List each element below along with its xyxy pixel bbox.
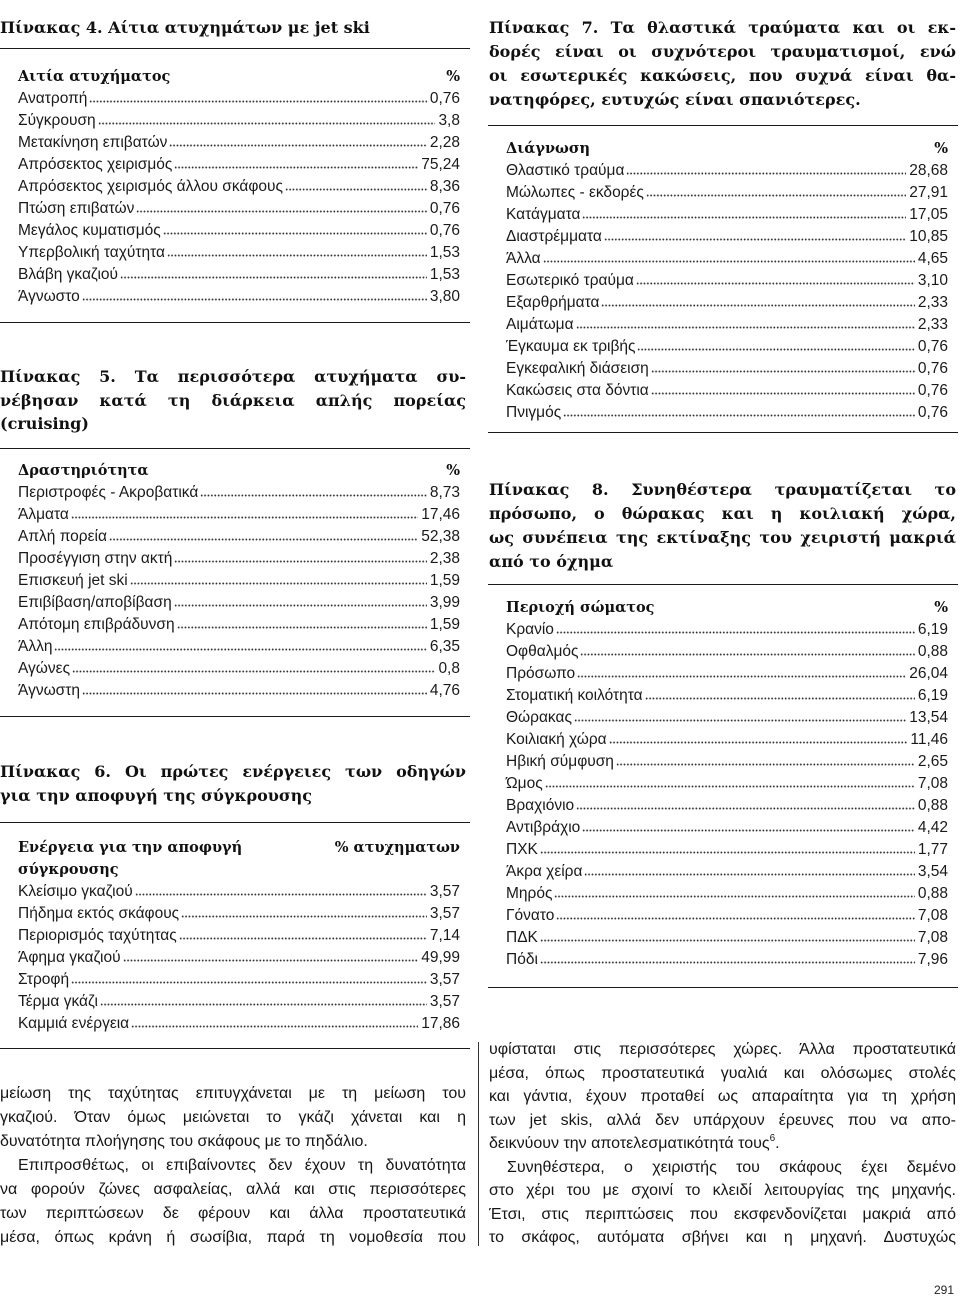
table-row <box>18 658 460 680</box>
dot-leader <box>645 697 915 700</box>
body-line: μέσα, όπως προστατευτικά γυαλιά και ολόσωμες στολές <box>489 1064 956 1082</box>
row-label: Άγνωστη <box>18 682 80 699</box>
dot-leader <box>604 238 906 241</box>
row-value: 26,04 <box>909 665 948 682</box>
row-value: 1,53 <box>429 244 460 261</box>
row-value: 3,99 <box>429 594 460 611</box>
table-7 <box>506 138 948 424</box>
row-label: Γόνατο <box>506 907 555 924</box>
table-row <box>506 248 948 270</box>
row-label: Άφημα γκαζιού <box>18 949 121 966</box>
header-value: % <box>446 68 460 85</box>
dot-leader <box>120 276 427 279</box>
dot-leader <box>626 172 906 175</box>
table-8-title <box>489 478 956 574</box>
row-label: Εσωτερικό τραύμα <box>506 272 634 289</box>
dot-leader <box>285 188 427 191</box>
row-label: Άγνωστο <box>18 288 80 305</box>
row-value: 10,85 <box>909 228 948 245</box>
row-value: 0,76 <box>429 200 460 217</box>
dot-leader <box>135 893 427 896</box>
table-row <box>506 817 948 839</box>
table-title-line: ως συνέπεια της εκτίναξης του χειριστή μακριά <box>489 528 956 547</box>
left-column <box>0 0 470 1300</box>
row-label: Βλάβη γκαζιού <box>18 266 119 283</box>
dot-leader <box>545 785 915 788</box>
body-line: των περιπτώσεων δε φέρουν και άλλα προστατευτικά <box>0 1205 466 1222</box>
table-row <box>506 729 948 751</box>
row-value: 0,76 <box>917 404 948 421</box>
table-title-line: από το όχημα <box>489 552 614 571</box>
body-line: υφίσταται στις περισσότερες χώρες. Άλλα προστατευτικά <box>489 1041 956 1058</box>
dot-leader <box>167 254 427 257</box>
table-row <box>506 380 948 402</box>
row-label: Στοματική κοιλότητα <box>506 687 643 704</box>
dot-leader <box>82 298 427 301</box>
row-label: Εξαρθρήματα <box>506 294 600 311</box>
table-row <box>18 592 460 614</box>
table-row <box>18 110 460 132</box>
row-value: 2,33 <box>917 294 948 311</box>
row-value: 0,88 <box>917 885 948 902</box>
table-title-line: Πίνακας 4. Αίτια ατυχημάτων με jet ski <box>0 18 370 37</box>
row-label: Κοιλιακή χώρα <box>506 731 607 748</box>
table-header-row <box>506 138 948 160</box>
body-line: μέσα, όπως κράνη ή σωσίβια, παρά τη νομοθεσία που <box>0 1229 466 1246</box>
row-value: 11,46 <box>910 731 948 748</box>
table-header-row <box>18 66 460 88</box>
row-value: 2,28 <box>429 134 460 151</box>
row-value: 28,68 <box>909 162 948 179</box>
table-rule <box>0 716 470 717</box>
table-row <box>18 154 460 176</box>
row-value: 7,96 <box>917 951 948 968</box>
body-line-tail: . <box>775 1135 780 1152</box>
dot-leader <box>174 560 426 563</box>
row-value: 17,05 <box>909 206 948 223</box>
table-rule <box>0 322 470 323</box>
header-value: % <box>446 462 460 479</box>
dot-leader <box>609 741 908 744</box>
table-header-row <box>506 597 948 619</box>
dot-leader <box>582 829 915 832</box>
table-row <box>506 751 948 773</box>
row-value: 1,53 <box>429 266 460 283</box>
table-row <box>18 88 460 110</box>
dot-leader <box>71 981 427 984</box>
row-label: Έγκαυμα εκ τριβής <box>506 338 636 355</box>
dot-leader <box>580 653 914 656</box>
dot-leader <box>582 216 906 219</box>
table-4-title <box>0 16 466 40</box>
dot-leader <box>71 516 418 519</box>
body-line: μείωση της ταχύτητας επιτυγχάνεται με τη μείωση του <box>0 1085 466 1102</box>
row-label: Διαστρέμματα <box>506 228 602 245</box>
row-label: Περιστροφές - Ακροβατικά <box>18 484 199 501</box>
table-row <box>18 132 460 154</box>
table-row <box>18 198 460 220</box>
table-row <box>506 336 948 358</box>
table-row <box>18 286 460 308</box>
table-row <box>18 482 460 504</box>
row-label: Ηβική σύμφυση <box>506 753 614 770</box>
table-row <box>506 226 948 248</box>
table-header-row <box>18 460 460 482</box>
dot-leader <box>616 763 915 766</box>
dot-leader <box>174 166 418 169</box>
dot-leader <box>636 282 915 285</box>
row-label: Θλαστικό τραύμα <box>506 162 625 179</box>
table-8 <box>506 597 948 971</box>
row-value: 6,35 <box>429 638 460 655</box>
row-label: Άλλη <box>18 638 53 655</box>
row-value: 6,19 <box>917 687 948 704</box>
column-divider <box>478 1042 479 1246</box>
table-row <box>18 614 460 636</box>
row-label: Απότομη επιβράδυνση <box>18 616 175 633</box>
row-value: 49,99 <box>421 949 460 966</box>
table-row <box>506 927 948 949</box>
row-value: 8,36 <box>429 178 460 195</box>
table-row <box>18 548 460 570</box>
dot-leader <box>651 392 915 395</box>
dot-leader <box>179 937 427 940</box>
body-line: το σκάφος, αυτόματα σβήνει και η μηχανή. Δυστυχώς <box>489 1229 956 1246</box>
table-row <box>506 861 948 883</box>
row-value: 75,24 <box>421 156 460 173</box>
dot-leader <box>54 648 426 651</box>
row-label: Μώλωπες - εκδορές <box>506 184 644 201</box>
row-value: 2,33 <box>917 316 948 333</box>
table-title-line: νέβησαν κατά τη διάρκεια απλής πορείας <box>0 390 466 410</box>
row-label: Πτώση επιβατών <box>18 200 135 217</box>
row-label: Πρόσωπο <box>506 665 576 682</box>
row-label: Θώρακας <box>506 709 572 726</box>
dot-leader <box>98 122 436 125</box>
row-label: Καμμιά ενέργεια <box>18 1015 130 1032</box>
table-row <box>18 242 460 264</box>
table-header-row <box>18 837 460 881</box>
row-label: Κλείσιμο γκαζιού <box>18 883 133 900</box>
header-value: % <box>934 599 948 616</box>
dot-leader <box>584 873 914 876</box>
table-row <box>506 795 948 817</box>
row-label: Αντιβράχιο <box>506 819 581 836</box>
right-body-text <box>489 1038 956 1250</box>
dot-leader <box>540 851 915 854</box>
dot-leader <box>577 675 906 678</box>
header-value: % <box>934 140 948 157</box>
dot-leader <box>540 939 915 942</box>
header-label: Αιτία ατυχήματος <box>18 68 171 85</box>
dot-leader <box>100 1003 427 1006</box>
body-line-text: δεικνύουν την αποτελεσματικότητά τους <box>489 1135 770 1152</box>
header-label: Διάγνωση <box>506 140 591 157</box>
table-row <box>18 220 460 242</box>
row-label: Πόδι <box>506 951 538 968</box>
page-number: 291 <box>934 1283 955 1297</box>
row-label: ΠΔΚ <box>506 929 538 946</box>
row-label: Κρανίο <box>506 621 554 638</box>
table-row <box>506 160 948 182</box>
row-value: 1,77 <box>917 841 948 858</box>
table-title-line: Πίνακας 5. Τα περισσότερα ατυχήματα συ- <box>0 367 466 386</box>
row-value: 7,14 <box>429 927 460 944</box>
table-rule <box>0 48 470 49</box>
row-value: 7,08 <box>917 775 948 792</box>
table-7-title <box>489 16 956 112</box>
table-title-line: πρόσωπο, ο θώρακας και η κοιλιακή χώρα, <box>489 504 956 523</box>
table-rule <box>0 822 470 823</box>
body-line: Συνηθέστερα, ο χειριστής του σκάφους έχει δεμένο <box>507 1158 956 1176</box>
row-value: 6,19 <box>917 621 948 638</box>
row-label: Επιβίβαση/αποβίβαση <box>18 594 172 611</box>
row-label: Προσέγγιση στην ακτή <box>18 550 173 567</box>
dot-leader <box>174 604 427 607</box>
table-title-line: Πίνακας 6. Οι πρώτες ενέργειες των οδηγών <box>0 762 466 781</box>
row-value: 3,80 <box>429 288 460 305</box>
table-rule <box>488 987 958 988</box>
table-row <box>18 570 460 592</box>
table-row <box>506 641 948 663</box>
row-value: 7,08 <box>917 907 948 924</box>
table-row <box>506 707 948 729</box>
table-row <box>506 883 948 905</box>
dot-leader <box>637 348 914 351</box>
dot-leader <box>576 326 915 329</box>
row-label: Απλή πορεία <box>18 528 107 545</box>
table-title-line: (cruising) <box>0 414 89 433</box>
row-value: 4,76 <box>429 682 460 699</box>
table-row <box>506 905 948 927</box>
dot-leader <box>540 961 915 964</box>
dot-leader <box>169 144 426 147</box>
row-label: Ανατροπή <box>18 90 88 107</box>
table-row <box>18 504 460 526</box>
row-value: 0,88 <box>917 797 948 814</box>
row-value: 3,57 <box>429 883 460 900</box>
table-row <box>506 949 948 971</box>
row-value: 3,57 <box>429 971 460 988</box>
table-row <box>18 264 460 286</box>
row-value: 3,10 <box>917 272 948 289</box>
table-row <box>18 680 460 702</box>
row-value: 0,76 <box>429 222 460 239</box>
row-value: 52,38 <box>421 528 460 545</box>
table-row <box>506 839 948 861</box>
row-value: 1,59 <box>429 572 460 589</box>
dot-leader <box>563 414 915 417</box>
header-label: Δραστηριότητα <box>18 462 149 479</box>
dot-leader <box>556 917 914 920</box>
dot-leader <box>136 210 426 213</box>
row-value: 3,54 <box>917 863 948 880</box>
row-label: Επισκευή jet ski <box>18 572 128 589</box>
dot-leader <box>72 670 435 673</box>
row-label: Ώμος <box>506 775 543 792</box>
dot-leader <box>601 304 914 307</box>
dot-leader <box>200 494 426 497</box>
dot-leader <box>177 626 427 629</box>
row-value: 3,8 <box>438 112 460 129</box>
right-column <box>488 0 958 1300</box>
body-line: των jet skis, αλλά δεν υπάρχουν έρευνες που να απο- <box>489 1111 956 1129</box>
table-title-line: δορές είναι οι συχνότεροι τραυματισμοί, ενώ <box>489 42 956 61</box>
table-title-line: Πίνακας 8. Συνηθέστερα τραυματίζεται το <box>489 480 956 499</box>
body-line: στο χέρι του με σχοινί το κλειδί λειτουργίας της μηχανής. <box>489 1182 956 1199</box>
table-row <box>18 636 460 658</box>
table-title-line: νατηφόρες, ευτυχώς είναι σπανιότερες. <box>489 90 861 109</box>
row-label: Εγκεφαλική διάσειση <box>506 360 649 377</box>
left-body-text <box>0 1082 466 1250</box>
body-line: Έτσι, στις περιπτώσεις που εκσφενδονίζεται μακριά από <box>489 1205 956 1223</box>
row-value: 0,8 <box>438 660 460 677</box>
dot-leader <box>131 1025 418 1028</box>
table-5 <box>18 460 460 702</box>
dot-leader <box>646 194 906 197</box>
table-row <box>18 526 460 548</box>
table-rule <box>488 432 958 433</box>
row-value: 7,08 <box>917 929 948 946</box>
row-label: Μεγάλος κυματισμός <box>18 222 161 239</box>
row-label: Πνιγμός <box>506 404 562 421</box>
dot-leader <box>123 959 419 962</box>
row-value: 4,65 <box>917 250 948 267</box>
dot-leader <box>543 260 915 263</box>
table-row <box>18 991 460 1013</box>
row-value: 0,76 <box>917 338 948 355</box>
citation-superscript: 6 <box>769 1133 776 1144</box>
dot-leader <box>163 232 427 235</box>
body-line: Επιπροσθέτως, οι επιβαίνοντες δεν έχουν τη δυνατότητα <box>18 1157 466 1174</box>
row-value: 8,73 <box>429 484 460 501</box>
table-rule <box>488 125 958 126</box>
table-row <box>506 204 948 226</box>
row-label: Κακώσεις στα δόντια <box>506 382 649 399</box>
dot-leader <box>89 100 426 103</box>
row-value: 17,86 <box>421 1015 460 1032</box>
dot-leader <box>556 631 915 634</box>
table-row <box>506 314 948 336</box>
body-line <box>489 1132 956 1156</box>
table-row <box>18 176 460 198</box>
row-value: 0,76 <box>917 360 948 377</box>
dot-leader <box>130 582 427 585</box>
table-row <box>18 925 460 947</box>
dot-leader <box>554 895 914 898</box>
row-value: 17,46 <box>421 506 460 523</box>
table-4 <box>18 66 460 308</box>
row-label: Στροφή <box>18 971 70 988</box>
header-label: Ενέργεια για την αποφυγή σύγκρουσης <box>18 839 243 878</box>
row-value: 0,76 <box>429 90 460 107</box>
table-row <box>18 947 460 969</box>
table-row <box>18 1013 460 1035</box>
dot-leader <box>82 692 427 695</box>
body-line: γκαζιού. Όταν όμως μειώνεται το γκάζι χάνεται και η <box>0 1109 466 1126</box>
table-6-title <box>0 760 466 808</box>
table-row <box>506 619 948 641</box>
row-label: Τέρμα γκάζι <box>18 993 98 1010</box>
table-row <box>506 685 948 707</box>
row-label: Υπερβολική ταχύτητα <box>18 244 165 261</box>
table-row <box>506 663 948 685</box>
table-6 <box>18 837 460 1035</box>
dot-leader <box>574 719 906 722</box>
table-rule <box>0 1048 470 1049</box>
table-row <box>506 270 948 292</box>
table-row <box>506 358 948 380</box>
row-label: Άλματα <box>18 506 69 523</box>
table-rule <box>488 584 958 585</box>
row-value: 13,54 <box>909 709 948 726</box>
table-title-line: για την αποφυγή της σύγκρουσης <box>0 786 313 805</box>
row-label: Πήδημα εκτός σκάφους <box>18 905 180 922</box>
table-row <box>506 773 948 795</box>
row-label: Μετακίνηση επιβατών <box>18 134 168 151</box>
table-title-line: οι εσωτερικές κακώσεις, που συχνά είναι θα- <box>489 66 956 85</box>
row-label: Απρόσεκτος χειρισμός <box>18 156 173 173</box>
row-label: Απρόσεκτος χειρισμός άλλου σκάφους <box>18 178 283 195</box>
row-label: Αγώνες <box>18 660 71 677</box>
row-label: Άκρα χείρα <box>506 863 583 880</box>
table-row <box>18 903 460 925</box>
row-label: Μηρός <box>506 885 553 902</box>
table-row <box>506 292 948 314</box>
row-label: Σύγκρουση <box>18 112 96 129</box>
row-label: Βραχιόνιο <box>506 797 575 814</box>
row-value: 2,38 <box>429 550 460 567</box>
row-label: Περιορισμός ταχύτητας <box>18 927 177 944</box>
row-value: 4,42 <box>917 819 948 836</box>
row-label: Αιμάτωμα <box>506 316 574 333</box>
row-label: ΠΧΚ <box>506 841 538 858</box>
table-row <box>506 402 948 424</box>
row-value: 3,57 <box>429 905 460 922</box>
row-value: 0,76 <box>917 382 948 399</box>
row-label: Άλλα <box>506 250 541 267</box>
header-value: % ατυχηματων <box>334 839 460 856</box>
table-5-title <box>0 365 466 436</box>
body-line: και γάντια, έχουν προταθεί ως απαραίτητα για τη χρήση <box>489 1088 956 1105</box>
dot-leader <box>651 370 915 373</box>
dot-leader <box>109 538 418 541</box>
row-value: 27,91 <box>909 184 948 201</box>
header-label: Περιοχή σώματος <box>506 599 655 616</box>
row-value: 2,65 <box>917 753 948 770</box>
table-row <box>18 881 460 903</box>
dot-leader <box>181 915 427 918</box>
dot-leader <box>576 807 915 810</box>
row-label: Κατάγματα <box>506 206 581 223</box>
row-label: Οφθαλμός <box>506 643 579 660</box>
row-value: 0,88 <box>917 643 948 660</box>
table-rule <box>0 448 470 449</box>
row-value: 3,57 <box>429 993 460 1010</box>
table-row <box>506 182 948 204</box>
body-line: να φορούν ζώνες ασφαλείας, αλλά και στις περισσότερες <box>0 1181 466 1198</box>
table-row <box>18 969 460 991</box>
table-title-line: Πίνακας 7. Τα θλαστικά τραύματα και οι εκ- <box>489 18 956 37</box>
body-line: δυνατότητα πλοήγησης του σκάφους με το πηδάλιο. <box>0 1133 368 1150</box>
row-value: 1,59 <box>429 616 460 633</box>
